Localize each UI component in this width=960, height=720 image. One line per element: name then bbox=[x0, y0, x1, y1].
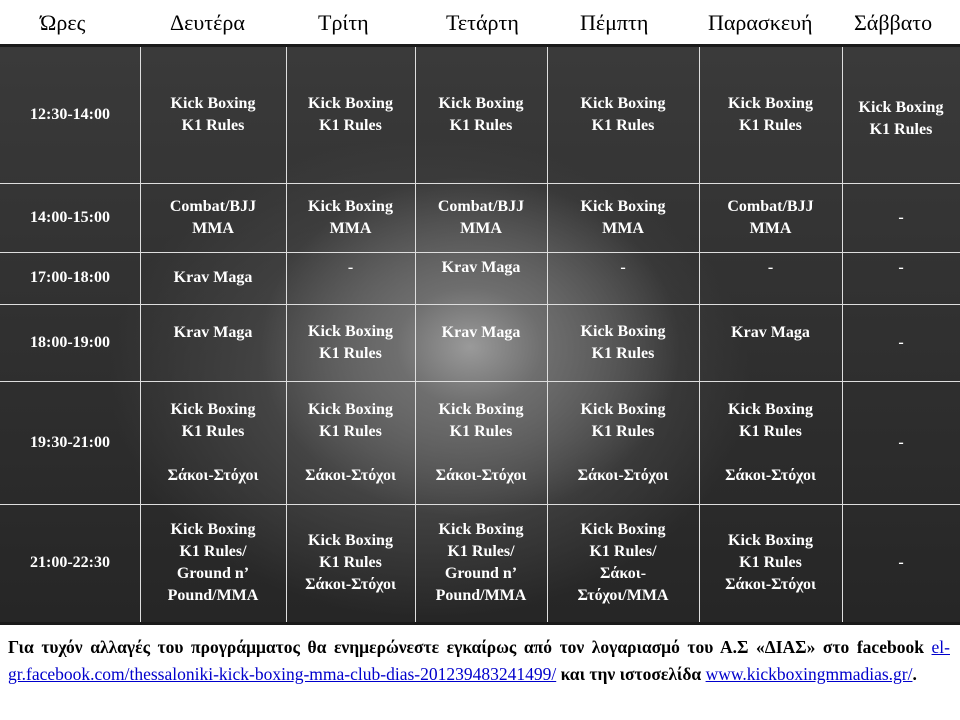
class-cell-saturday bbox=[842, 207, 960, 229]
class-line: - bbox=[767, 259, 774, 276]
facebook-link[interactable]: el-gr.facebook.com/thessaloniki-kick-boxing-mma-club-dias-201239483241499/ bbox=[8, 637, 950, 684]
class-line: Σάκοι-Στόχοι bbox=[305, 576, 396, 593]
class-line: Krav Maga bbox=[173, 323, 253, 341]
class-line: K1 Rules bbox=[181, 422, 245, 440]
header-day-friday: Παρασκευή bbox=[708, 10, 813, 35]
class-cell-wednesday bbox=[415, 196, 547, 240]
class-cell-friday bbox=[699, 322, 842, 344]
class-line: MMA bbox=[460, 219, 502, 237]
class-cell-thursday bbox=[547, 399, 699, 487]
class-cell-monday bbox=[140, 267, 286, 289]
class-line: Σάκοι-Στόχοι bbox=[435, 466, 527, 484]
class-line: K1 Rules bbox=[181, 117, 245, 134]
class-line: Kick Boxing bbox=[438, 521, 524, 538]
class-line: Pound/MMA bbox=[435, 587, 527, 604]
grid-horizontal-line bbox=[0, 304, 960, 305]
class-line: K1 Rules bbox=[319, 344, 382, 362]
class-line: Σάκοι-Στόχοι bbox=[725, 576, 816, 593]
class-line: Kick Boxing bbox=[308, 400, 393, 418]
class-line: Kick Boxing bbox=[308, 197, 393, 215]
class-line: Kick Boxing bbox=[858, 99, 944, 116]
header-day-saturday: Σάββατο bbox=[854, 10, 933, 35]
class-line: Kick Boxing bbox=[308, 322, 393, 340]
class-cell-tuesday bbox=[286, 399, 415, 487]
class-cell-monday bbox=[140, 93, 286, 137]
class-line: Στόχοι/MMA bbox=[577, 587, 669, 604]
time-slot: 17:00-18:00 bbox=[30, 269, 110, 286]
header-day-monday: Δευτέρα bbox=[170, 10, 245, 35]
class-cell-friday bbox=[699, 257, 842, 279]
class-line: Pound/MMA bbox=[167, 587, 259, 604]
time-slot: 12:30-14:00 bbox=[30, 106, 110, 123]
class-line: - bbox=[898, 433, 904, 451]
grid-horizontal-line bbox=[0, 252, 960, 253]
class-cell-tuesday bbox=[286, 257, 415, 279]
footer-text-2: και την ιστοσελίδα bbox=[560, 664, 702, 684]
class-line: - bbox=[898, 333, 904, 351]
class-line: Σάκοι-Στόχοι bbox=[167, 466, 259, 484]
class-line: Ground n’ bbox=[176, 565, 250, 582]
class-line: MMA bbox=[192, 219, 234, 237]
footer-notice bbox=[8, 634, 950, 688]
class-cell-friday bbox=[699, 93, 842, 137]
class-line: Kick Boxing bbox=[170, 521, 256, 538]
time-slot: 18:00-19:00 bbox=[30, 333, 110, 351]
class-cell-thursday bbox=[547, 93, 699, 137]
class-line: Combat/BJJ bbox=[169, 197, 257, 215]
schedule-table bbox=[0, 44, 960, 625]
class-line: Kick Boxing bbox=[438, 95, 524, 112]
class-cell-thursday bbox=[547, 321, 699, 365]
grid-horizontal-line bbox=[0, 504, 960, 505]
class-line: K1 Rules/ bbox=[179, 543, 247, 560]
class-line: - bbox=[898, 554, 904, 571]
class-cell-monday bbox=[140, 519, 286, 607]
class-line: Kick Boxing bbox=[308, 532, 393, 549]
header-day-wednesday: Τετάρτη bbox=[446, 10, 519, 35]
class-cell-friday bbox=[699, 196, 842, 240]
class-line: - bbox=[898, 208, 904, 226]
class-cell-friday bbox=[699, 530, 842, 596]
class-line: Krav Maga bbox=[441, 259, 521, 276]
class-line: K1 Rules bbox=[449, 117, 513, 134]
schedule-header bbox=[0, 0, 960, 44]
class-cell-tuesday bbox=[286, 530, 415, 596]
class-line: Σάκοι- bbox=[599, 565, 647, 582]
class-line bbox=[415, 443, 547, 465]
class-cell-thursday bbox=[547, 257, 699, 279]
class-cell-wednesday bbox=[415, 322, 547, 344]
footer-text-1: Για τυχόν αλλαγές του προγράμματος θα ενημερώνεστε εγκαίρως από τον λογαριασμό του Α.Σ «ΔΙΑΣ» στο facebook bbox=[8, 637, 924, 657]
class-cell-tuesday bbox=[286, 321, 415, 365]
class-line: K1 Rules bbox=[591, 422, 655, 440]
class-line: Kick Boxing bbox=[580, 95, 666, 112]
class-line: Kick Boxing bbox=[728, 95, 813, 112]
class-line: Σάκοι-Στόχοι bbox=[577, 466, 669, 484]
time-slot: 14:00-15:00 bbox=[30, 208, 110, 226]
class-line: MMA bbox=[329, 219, 372, 237]
class-line: K1 Rules bbox=[869, 121, 933, 138]
class-line: Kick Boxing bbox=[438, 400, 524, 418]
class-line: K1 Rules bbox=[449, 422, 513, 440]
class-line: - bbox=[620, 259, 626, 276]
class-line: - bbox=[898, 259, 904, 276]
class-line: K1 Rules bbox=[319, 422, 382, 440]
class-cell-wednesday bbox=[415, 93, 547, 137]
class-cell-saturday bbox=[842, 432, 960, 454]
footer-text-3: . bbox=[912, 664, 917, 684]
class-line: K1 Rules bbox=[739, 422, 802, 440]
class-line: - bbox=[347, 259, 354, 276]
class-line: Kick Boxing bbox=[170, 95, 256, 112]
class-cell-friday bbox=[699, 399, 842, 487]
class-cell-thursday bbox=[547, 196, 699, 240]
website-link[interactable]: www.kickboxingmmadias.gr/ bbox=[705, 664, 913, 684]
class-line: K1 Rules bbox=[591, 344, 655, 362]
class-line bbox=[140, 443, 286, 465]
class-line: Combat/BJJ bbox=[727, 197, 814, 215]
class-line: Kick Boxing bbox=[170, 400, 256, 418]
class-cell-monday bbox=[140, 196, 286, 240]
class-cell-saturday bbox=[842, 257, 960, 279]
class-line: Kick Boxing bbox=[728, 532, 813, 549]
header-day-thursday: Πέμπτη bbox=[580, 10, 649, 35]
class-line: K1 Rules/ bbox=[447, 543, 515, 560]
class-line: Krav Maga bbox=[173, 269, 253, 286]
class-cell-saturday bbox=[842, 332, 960, 354]
class-line: K1 Rules/ bbox=[589, 543, 657, 560]
class-line: K1 Rules bbox=[739, 117, 802, 134]
class-line: Kick Boxing bbox=[580, 322, 666, 340]
class-line: Ground n’ bbox=[444, 565, 518, 582]
class-cell-wednesday bbox=[415, 399, 547, 487]
class-line: K1 Rules bbox=[319, 117, 382, 134]
time-slot: 21:00-22:30 bbox=[30, 554, 110, 571]
class-line: Kick Boxing bbox=[580, 521, 666, 538]
header-day-tuesday: Τρίτη bbox=[318, 10, 369, 35]
time-slot: 19:30-21:00 bbox=[30, 433, 110, 451]
class-cell-monday bbox=[140, 399, 286, 487]
class-line: Kick Boxing bbox=[580, 400, 666, 418]
class-cell-wednesday bbox=[415, 519, 547, 607]
class-line bbox=[699, 443, 842, 465]
header-hours: Ώρες bbox=[40, 10, 86, 35]
class-line: Krav Maga bbox=[731, 323, 810, 341]
class-cell-monday bbox=[140, 322, 286, 344]
class-line: Combat/BJJ bbox=[437, 197, 525, 215]
grid-horizontal-line bbox=[0, 381, 960, 382]
class-line: MMA bbox=[602, 219, 644, 237]
grid-horizontal-line bbox=[0, 183, 960, 184]
class-line: Σάκοι-Στόχοι bbox=[305, 466, 396, 484]
class-line: Kick Boxing bbox=[308, 95, 393, 112]
class-line: MMA bbox=[749, 219, 792, 237]
class-line: K1 Rules bbox=[591, 117, 655, 134]
class-line: Krav Maga bbox=[441, 323, 521, 341]
class-line: Kick Boxing bbox=[580, 197, 666, 215]
class-line bbox=[286, 443, 415, 465]
class-cell-thursday bbox=[547, 519, 699, 607]
class-cell-wednesday bbox=[415, 257, 547, 279]
class-cell-saturday bbox=[842, 552, 960, 574]
class-line: K1 Rules bbox=[739, 554, 802, 571]
class-cell-tuesday bbox=[286, 93, 415, 137]
class-cell-saturday bbox=[842, 97, 960, 141]
class-line: K1 Rules bbox=[319, 554, 382, 571]
class-line: Σάκοι-Στόχοι bbox=[725, 466, 816, 484]
class-line: Kick Boxing bbox=[728, 400, 813, 418]
class-line bbox=[547, 443, 699, 465]
class-cell-tuesday bbox=[286, 196, 415, 240]
